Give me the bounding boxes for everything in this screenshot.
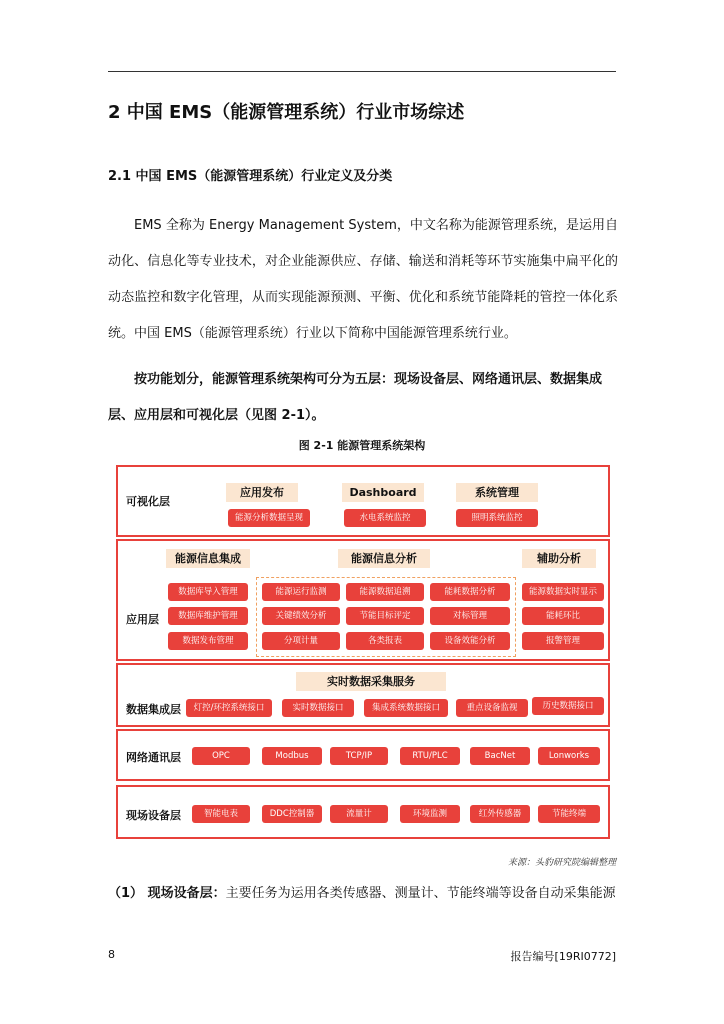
item-chip: Modbus: [262, 747, 322, 765]
item-chip: DDC控制器: [262, 805, 322, 823]
category-label: 实时数据采集服务: [296, 672, 446, 691]
item-chip: 智能电表: [192, 805, 250, 823]
layer-label: 数据集成层: [126, 703, 181, 716]
layer-data-integration: [116, 663, 610, 727]
item-chip: 数据库维护管理: [168, 607, 248, 625]
item-chip: 节能终端: [538, 805, 600, 823]
item-chip: 数据库导入管理: [168, 583, 248, 601]
item-chip: BacNet: [470, 747, 530, 765]
paragraph-definition: EMS 全称为 Energy Management System，中文名称为能源管理系统，是运用自动化、信息化等专业技术，对企业能源供应、存储、输送和消耗等环节实施集中扁平化的动态监控和数字化管理，从而实现能源预测、平衡、优化和系统节能降耗的管控一体化系统。中国 EMS（能源管理系统）行业以下简称中国能源管理系统行业。: [108, 218, 618, 341]
category-label: 系统管理: [456, 483, 538, 502]
subsection-heading: 2.1 中国 EMS（能源管理系统）行业定义及分类: [108, 169, 393, 184]
ems-architecture-diagram: [116, 465, 610, 841]
item-chip: 能源数据追溯: [346, 583, 424, 601]
paragraph-text: 主要任务为运用各类传感器、测量计、节能终端等设备自动采集能源: [225, 886, 616, 901]
item-chip: 能耗环比: [522, 607, 604, 625]
category-label: 能源信息分析: [338, 549, 430, 568]
item-chip: 照明系统监控: [456, 509, 538, 527]
item-chip: 重点设备监视: [456, 699, 528, 717]
layer-label: 应用层: [126, 613, 159, 626]
item-chip: 设备效能分析: [430, 632, 510, 650]
item-chip: 红外传感器: [470, 805, 530, 823]
layer-network: [116, 729, 610, 781]
item-chip: 集成系统数据接口: [364, 699, 448, 717]
item-chip: 各类报表: [346, 632, 424, 650]
item-chip: TCP/IP: [330, 747, 388, 765]
category-label: 辅助分析: [522, 549, 596, 568]
item-chip: 历史数据接口: [532, 697, 604, 715]
layer-label: 现场设备层: [126, 809, 181, 822]
report-number: 报告编号[19RI0772]: [510, 950, 616, 963]
layer-field-devices: [116, 785, 610, 839]
item-chip: 报警管理: [522, 632, 604, 650]
page-number: 8: [108, 948, 115, 961]
item-chip: 灯控/环控系统接口: [186, 699, 272, 717]
paragraph-field-layer: [108, 882, 616, 901]
paragraph-lead: （1） 现场设备层：: [108, 886, 226, 901]
section-heading: 2 中国 EMS（能源管理系统）行业市场综述: [108, 102, 465, 123]
figure-source: 来源：头豹研究院编辑整理: [507, 858, 616, 868]
layer-label: 网络通讯层: [126, 751, 181, 764]
item-chip: 能源运行监测: [262, 583, 340, 601]
item-chip: 分项计量: [262, 632, 340, 650]
category-label: Dashboard: [342, 483, 424, 502]
paragraph-layers: 按功能划分，能源管理系统架构可分为五层：现场设备层、网络通讯层、数据集成层、应用层和可视化层（见图 2-1）。: [108, 372, 603, 423]
item-chip: 流量计: [330, 805, 388, 823]
item-chip: 数据发布管理: [168, 632, 248, 650]
item-chip: 环境监测: [400, 805, 460, 823]
item-chip: 对标管理: [430, 607, 510, 625]
item-chip: Lonworks: [538, 747, 600, 765]
top-rule: [108, 71, 616, 72]
category-label: 应用发布: [226, 483, 298, 502]
item-chip: OPC: [192, 747, 250, 765]
item-chip: 能源数据实时显示: [522, 583, 604, 601]
figure-title: 图 2-1 能源管理系统架构: [298, 439, 426, 452]
item-chip: 能源分析数据呈现: [228, 509, 310, 527]
item-chip: 节能目标评定: [346, 607, 424, 625]
item-chip: 能耗数据分析: [430, 583, 510, 601]
layer-label: 可视化层: [126, 495, 170, 508]
item-chip: RTU/PLC: [400, 747, 460, 765]
layer-application: [116, 539, 610, 661]
item-chip: 水电系统监控: [344, 509, 426, 527]
item-chip: 实时数据接口: [282, 699, 354, 717]
layer-visualization: [116, 465, 610, 537]
item-chip: 关键绩效分析: [262, 607, 340, 625]
category-label: 能源信息集成: [166, 549, 250, 568]
